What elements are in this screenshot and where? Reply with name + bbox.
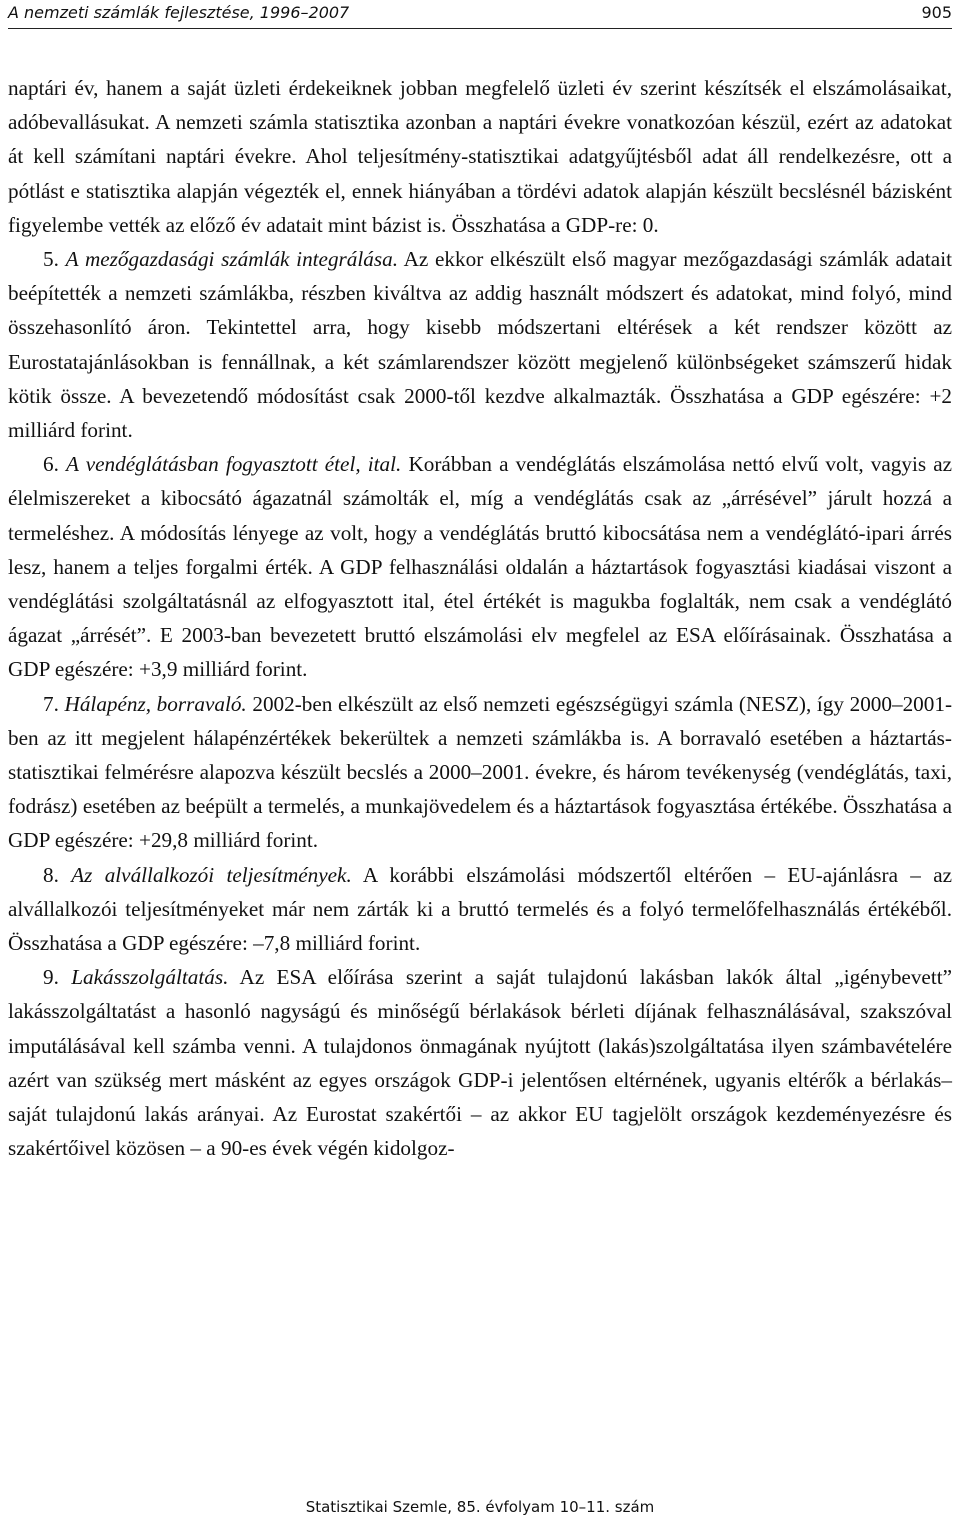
list-item-7 (8, 687, 952, 858)
list-item-6 (8, 447, 952, 686)
item-title: Lakásszolgáltatás. (71, 965, 229, 990)
item-title: Az alvállalkozói teljesítmények. (71, 862, 352, 887)
intro-paragraph: naptári év, hanem a saját üzleti érdekeiknek jobban megfelelő üzleti év szerint készítsék el elszámolásaikat, adóbevallásukat. A nemzeti számla statisztika azonban a naptári évekre vonatkozóan készül, ezért az adatokat át kell számítani naptári évekre. Ahol teljesítmény-statisztikai adatgyűjtésből adat áll rendelkezésre, ott a pótlást e statisztika alapján végezték el, ennek hiányában a tördévi adatok alapján készült becslésnél bázisként figyelembe vették az előző év adatait mint bázist is. Összhatása a GDP-re: 0. (8, 76, 952, 237)
item-title: Hálapénz, borravaló. (64, 691, 247, 716)
running-header-title: A nemzeti számlák fejlesztése, 1996–2007 (8, 3, 350, 22)
item-number: 6. (43, 452, 59, 477)
item-title: A vendéglátásban fogyasztott étel, ital. (66, 452, 402, 477)
item-text: Az ekkor elkészült első magyar mezőgazdasági számlák adatait beépítették a nemzeti számlákba, részben kiváltva az addig használt módszert és adatokat, mind folyó, mind összehasonlító áron. Tekintettel arra, hogy kisebb módszertani eltérések a két rendszer között az Eurostatajánlásokban is fennállnak, a két számlarendszer között megjelenő különbségeket számszerű hidak kötik össze. A bevezetendő módosítást csak 2000-től kezdve alkalmazták. Összhatása a GDP egészére: +2 milliárd forint. (8, 247, 952, 443)
item-number: 5. (43, 247, 59, 272)
item-number: 9. (43, 965, 59, 990)
item-text: Az ESA előírása szerint a saját tulajdonú lakásban lakók által „igénybevett” lakásszolgáltatást a hasonló nagyságú és minőségű bérlakások bérleti díjának felhasználásával, szakszóval imputálásával kell számba venni. A tulajdonos önmagának nyújtott (lakás)szolgáltatása ilyen számbavételére azért van szükség mert másként az egyes országok GDP-i jelentősen eltérnének, ugyanis eltérők a bérlakás–saját tulajdonú lakás arányai. Az Eurostat szakértői – az akkor EU tagjelölt országok kezdeményezésre és szakértőivel közösen – a 90-es évek végén kidolgoz- (8, 965, 953, 1161)
list-item-9 (8, 960, 952, 1165)
list-item-5 (8, 242, 952, 447)
list-item-8 (8, 858, 952, 961)
item-text: 2002-ben elkészült az első nemzeti egészségügyi számla (NESZ), így 2000–2001-ben az itt megjelent hálapénzértékek bekerültek a nemzeti számlákba is. A borravaló esetében a háztartás-statisztikai felmérésre alapozva készült becslés a 2000–2001. évekre, és három tevékenység (vendéglátás, taxi, fodrász) esetében az beépült a termelés, a munkajövedelem és a háztartások fogyasztása értékébe. Összhatása a GDP egészére: +29,8 milliárd forint. (8, 691, 953, 853)
item-text: Korábban a vendéglátás elszámolása nettó elvű volt, vagyis az élelmiszereket a kibocsátó ágazatnál számolták el, míg a vendéglátás csak az „árrésével” járult hozzá a termeléshez. A módosítás lényege az volt, hogy a vendéglátás bruttó kibocsátása nem a vendéglátó-ipari árrés lesz, hanem a teljes forgalmi érték. A GDP felhasználási oldalán a háztartások fogyasztási kiadásai viszont a vendéglátási szolgáltatásnál az elfogyasztott ital, étel értékét is magukba foglalták, nem csak a vendéglátó ágazat „árrését”. E 2003-ban bevezetett bruttó elszámolási elv megfelel az ESA előírásainak. Összhatása a GDP egészére: +3,9 milliárd forint. (8, 452, 953, 682)
item-number: 7. (43, 691, 59, 716)
item-text: A korábbi elszámolási módszertől eltérően – EU-ajánlásra – az alvállalkozói teljesítményeket már nem zárták ki a bruttó termelés és a folyó termelőfelhasználás értékéből. Összhatása a GDP egészére: –7,8 milliárd forint. (8, 862, 952, 956)
page-number: 905 (921, 3, 952, 22)
running-footer: Statisztikai Szemle, 85. évfolyam 10–11. szám (305, 1498, 655, 1516)
item-title: A mezőgazdasági számlák integrálása. (65, 247, 398, 272)
item-number: 8. (43, 862, 59, 887)
running-header (8, 0, 952, 29)
article-body (8, 71, 952, 1166)
